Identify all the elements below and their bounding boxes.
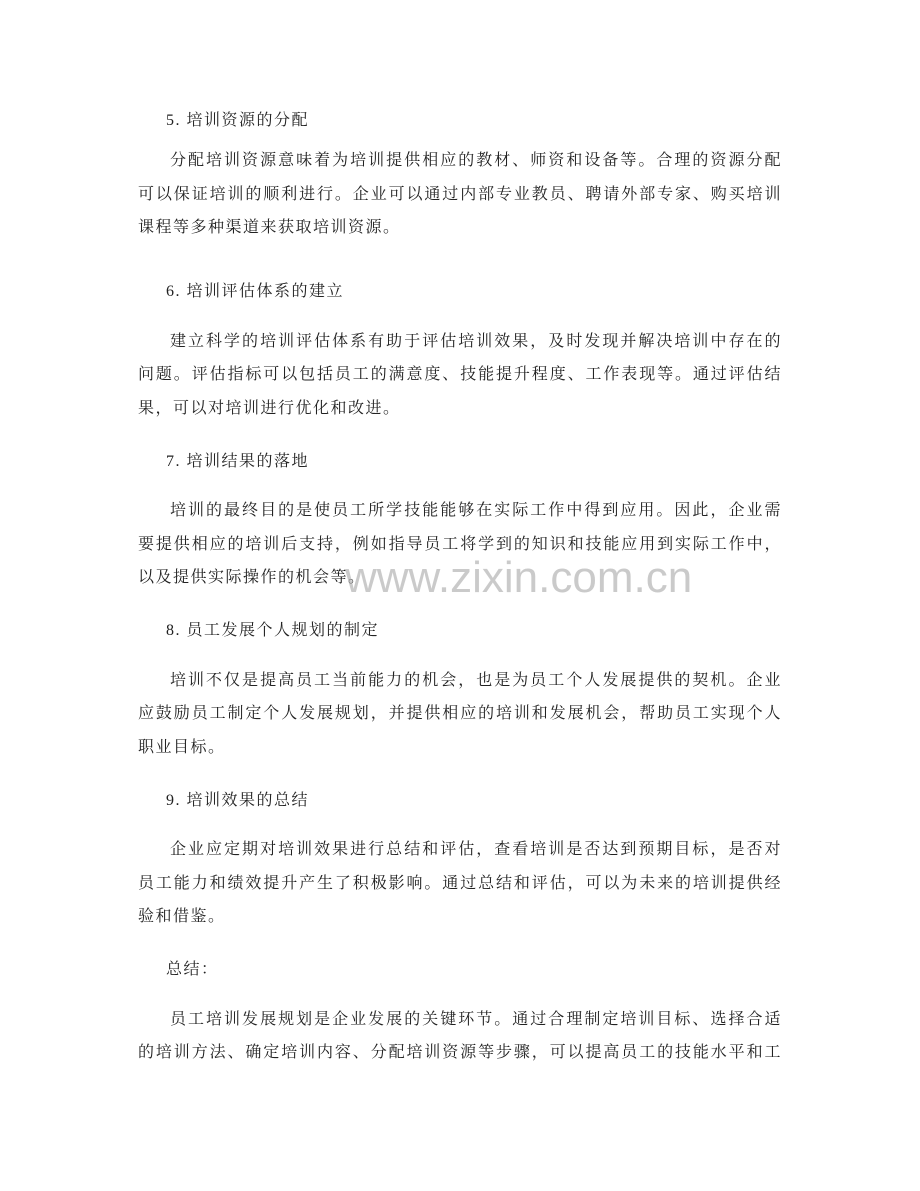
section-6-line-1: 建立科学的培训评估体系有助于评估培训效果，及时发现并解决培训中存在的 [170,332,782,350]
document-body [138,104,782,1070]
watermark: www.zixin.com.cn [345,553,693,602]
section-9-line-3: 验和借鉴。 [138,908,226,925]
section-5-line-1: 分配培训资源意味着为培训提供相应的教材、师资和设备等。合理的资源分配 [170,152,782,169]
section-8-heading: 8. 员工发展个人规划的制定 [166,622,380,639]
section-6-paragraph [138,325,782,426]
summary-line-2: 的培训方法、确定培训内容、分配培训资源等步骤，可以提高员工的技能水平和工 [138,1044,782,1061]
section-6-line-2: 问题。评估指标可以包括员工的满意度、技能提升程度、工作表现等。通过评估结 [138,366,782,383]
summary-line-1: 员工培训发展规划是企业发展的关键环节。通过合理制定培训目标、选择合适 [170,1010,782,1028]
section-8-paragraph [138,664,782,765]
section-6-line-3: 果，可以对培训进行优化和改进。 [138,399,401,417]
section-6-heading: 6. 培训评估体系的建立 [166,283,345,300]
section-9-line-2: 员工能力和绩效提升产生了积极影响。通过总结和评估，可以为未来的培训提供经 [138,874,782,892]
section-9-heading: 9. 培训效果的总结 [166,791,310,809]
section-5-paragraph [138,144,782,245]
section-7-line-2: 要提供相应的培训后支持，例如指导员工将学到的知识和技能应用到实际工作中， [138,535,782,553]
section-9-line-1: 企业应定期对培训效果进行总结和评估，查看培训是否达到预期目标，是否对 [170,841,782,858]
section-5-heading: 5. 培训资源的分配 [166,112,310,129]
section-8-line-2: 应鼓励员工制定个人发展规划，并提供相应的培训和发展机会，帮助员工实现个人 [138,705,782,722]
section-7-line-1: 培训的最终目的是使员工所学技能能够在实际工作中得到应用。因此，企业需 [170,502,782,519]
section-7-heading: 7. 培训结果的落地 [166,452,310,470]
section-7-paragraph [138,494,782,595]
section-8-line-3: 职业目标。 [138,738,226,756]
section-5-line-3: 课程等多种渠道来获取培训资源。 [138,219,401,236]
section-7-line-3: 以及提供实际操作的机会等。 [138,569,366,586]
section-9-paragraph [138,833,782,934]
summary-paragraph [138,1003,782,1070]
summary-heading: 总结： [166,961,219,978]
section-5-line-2: 可以保证培训的顺利进行。企业可以通过内部专业教员、聘请外部专家、购买培训 [138,185,782,203]
section-8-line-1: 培训不仅是提高员工当前能力的机会，也是为员工个人发展提供的契机。企业 [170,671,782,689]
